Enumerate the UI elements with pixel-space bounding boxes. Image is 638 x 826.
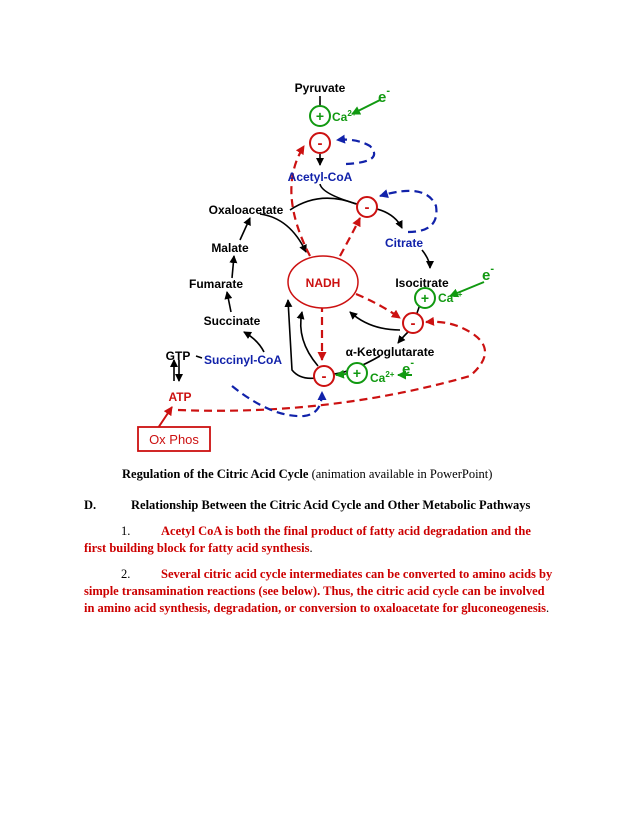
nadh-from-akgdh-arrow — [301, 312, 318, 366]
idh-calcium-label: $Ca^{2+}$ — [438, 290, 463, 305]
section-title: Relationship Between the Citric Acid Cycle and Other Metabolic Pathways — [131, 498, 531, 512]
minus-sign: - — [364, 199, 370, 216]
malate-label: Malate — [211, 241, 249, 255]
nadh-label: NADH — [305, 276, 341, 290]
nadh-from-malate-arrow — [260, 214, 306, 252]
citrate-to-isocitrate-arrow — [422, 250, 430, 268]
pdh-calcium-label: $Ca^{2+}$ — [332, 109, 357, 124]
minus-sign: - — [321, 368, 327, 385]
plus-sign: + — [315, 108, 325, 124]
akgdh-electron-label: e- — [402, 357, 415, 378]
akgdh-calcium-label: $Ca^{2+}$ — [370, 370, 395, 385]
akgdh-plus-node — [347, 363, 367, 383]
paragraph-highlight: Several citric acid cycle intermediates can be converted to amino acids by simple transamination reactions (see below). Thus, the citric acid cycle can be involved in amino acid synthesis, degradation, or conversion to oxaloacetate for gluconeogenesis — [84, 567, 553, 615]
malate-to-oxaloacetate-arrow — [240, 218, 250, 240]
plus-sign: + — [352, 365, 362, 381]
alpha-ketoglutarate-label: α-Ketoglutarate — [345, 345, 435, 359]
akgdh-to-succinylcoa-arrow — [288, 300, 316, 378]
fumarate-to-malate-arrow — [232, 256, 234, 278]
caption-note: (animation available in PowerPoint) — [308, 467, 493, 481]
succinyl-coa-label: Succinyl-CoA — [203, 353, 283, 367]
paragraph-1 — [84, 523, 554, 557]
fumarate-label: Fumarate — [188, 277, 244, 291]
paragraph-tail: . — [309, 541, 313, 555]
caption-title: Regulation of the Citric Acid Cycle — [122, 467, 309, 481]
citrate-synthase-to-citrate-arrow — [377, 209, 402, 228]
citrate-synthase-minus-node — [357, 197, 377, 217]
acetylcoa-to-citrate-synthase-arrow — [320, 184, 357, 204]
calcium-to-akgdh-arrow — [336, 374, 346, 375]
idh-to-akg-arrow — [398, 332, 408, 343]
idh-electron-label: e- — [482, 263, 495, 284]
oxphos-to-atp-arrow — [158, 407, 172, 428]
succinylcoa-to-gtp-arrow — [196, 356, 202, 358]
section-heading — [84, 497, 530, 514]
plus-sign: + — [420, 290, 430, 306]
oxaloacetate-to-citrate-synthase-arrow — [290, 198, 356, 210]
minus-sign: - — [317, 135, 323, 152]
nadh-inhibits-idh-arrow — [356, 294, 400, 318]
citrate-label: Citrate — [384, 236, 424, 250]
pdh-electron-label: e- — [378, 85, 391, 106]
paragraph-highlight: Acetyl CoA is both the final product of fatty acid degradation and the first building block for fatty acid synthesis — [84, 524, 531, 555]
nadh-inhibits-citrate-synthase-arrow — [340, 218, 360, 256]
idh-plus-node — [415, 288, 435, 308]
nadh-from-idh-arrow — [350, 312, 400, 330]
succinate-label: Succinate — [203, 314, 261, 328]
citrate-feedback-arrow — [380, 191, 436, 232]
pdh-plus-node — [310, 106, 330, 126]
section-letter: D. — [84, 498, 97, 512]
isocitrate-label: Isocitrate — [395, 276, 449, 290]
pdh-minus-node — [310, 133, 330, 153]
succinylcoa-to-succinate-arrow — [244, 332, 264, 352]
succinylcoa-feedback-arrow — [232, 386, 322, 416]
akgdh-minus-node — [314, 366, 334, 386]
minus-sign: - — [410, 315, 416, 332]
paragraph-2 — [84, 566, 554, 617]
figure-caption — [122, 466, 492, 483]
oxaloacetate-label: Oxaloacetate — [208, 203, 284, 217]
paragraph-number: 1. — [121, 524, 131, 538]
ox-phos-label: Ox Phos — [149, 432, 199, 447]
paragraph-tail: . — [546, 601, 550, 615]
idh-minus-node — [403, 313, 423, 333]
acetylcoa-feedback-arrow — [337, 140, 374, 164]
pyruvate-label: Pyruvate — [294, 81, 346, 95]
atp-label: ATP — [168, 390, 192, 404]
succinate-to-fumarate-arrow — [227, 292, 231, 312]
gtp-label: GTP — [165, 349, 191, 363]
acetyl-coa-label: Acetyl-CoA — [287, 170, 353, 184]
paragraph-number: 2. — [121, 567, 131, 581]
